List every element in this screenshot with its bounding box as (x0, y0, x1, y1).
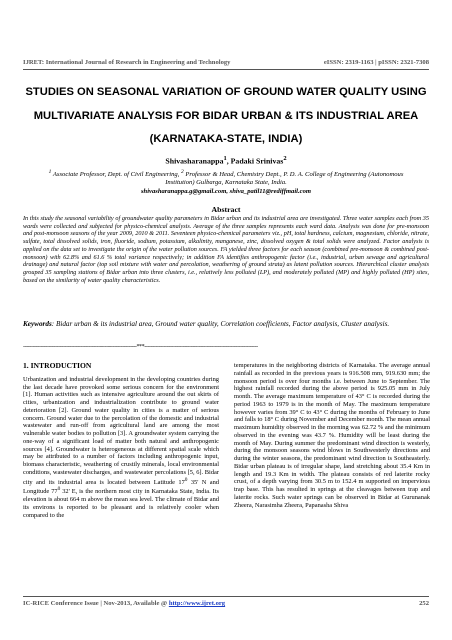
intro-heading: 1. INTRODUCTION (23, 361, 92, 370)
section-separator: -----------------------------------------------------------------------***----------------------------------------------------------------------- (23, 344, 258, 350)
keywords-label: Keywords (23, 320, 52, 328)
intro-text-2: 35' N and Longitude 77 (23, 478, 219, 496)
author-2: Padaki Srinivas (230, 156, 284, 166)
paper-title: STUDIES ON SEASONAL VARIATION OF GROUND WATER QUALITY USING MULTIVARIATE ANALYSIS FOR BIDAR URBAN & ITS INDUSTRIAL AREA (KARNATAKA-STATE, INDIA) (25, 86, 427, 145)
left-column (23, 362, 219, 520)
keywords-text: : Bidar urban & its industrial area, Ground water quality, Correlation coefficients, Factor analysis, Cluster analysis. (51, 320, 390, 328)
header-rule (23, 69, 429, 70)
author-separator: , (226, 156, 231, 166)
affiliation (35, 168, 417, 196)
intro-text-1: Urbanization and industrial development in the developing countries during the last decade have provoked some serious concern for the environment [1]. Human activities such as intensive agriculture around the out skirts of cities, urbanization and industrialization contribute to ground water deterioration [2]. Ground water quality in cities is a matter of serious concern. Ground water due to the percolation of the domestic and industrial wastewater and run-off from agricultural land are among the most vulnerable water bodies to pollution [3]. A groundwater system carrying the one-way of a significant load of matter both natural and anthropogenic sources [4]. Groundwater is heterogeneous at different spatial scale which may be attributed to a number of factors including anthropogenic input, biomass characteristic, weathering of crustily minerals, local environmental conditions, wastewater discharges, and wastewater percolations [5, 6]. Bidar city and its industrial area is located between Latitude 17 (23, 375, 219, 486)
affil-sup-1: 1 (48, 169, 52, 175)
authors (23, 155, 429, 166)
page-footer (23, 596, 429, 610)
author-1: Shivasharanappa (165, 156, 224, 166)
footer-rule (23, 596, 429, 597)
degree-sup-2: 0 (57, 486, 61, 493)
intro-paragraph-right: temperatures in the neighboring districts of Karnataka. The average annual rainfall as recorded in the previous years is 916.508 mm, 919.630 mm; the monsoon period is over four months i.e. between June to September. The highest rainfall recorded during the above period is 925.05 mm in July month. The average maximum temperature of 43° C is recorded during the period 1963 to 1979 is in the month of May. The maximum temperature however varies from 39° C to 43° C during the months of February to June and falls to 18° C during November and December month. The mean annual maximum humidity observed in the morning was 62.72 % and the minimum observed in the evening was 43.7 %. Humidity will be least during the month of May. During summer the predominant wind direction is westerly, during the monsoon seasons wind blows in Southwesterly directions and during the winter seasons, the predominant wind direction is Southeasterly. Bidar urban plateau is of irregular shape, land stretching about 35.4 Km in length and 19.3 Km in width. The plateau consists of red laterite rocky crust, of a depth varying from 30.5 m to 152.4 m supported on impervious trap base. This has resulted in springs at the cleavages between trap and laterite rocks. Such water springs can be observed in Bidar at Gurunanak Zheera, Narasimha Zheera, Papanasha Shiva (234, 362, 430, 509)
page-number: 252 (419, 600, 429, 607)
footer-conf-text: IC-RICE Conference Issue | Nov-2013, Available @ (23, 600, 169, 607)
journal-name: IJRET: International Journal of Research in Engineering and Technology (23, 59, 231, 66)
author-emails: shivasharanappa.g@gmail.com, shiva_patil11@rediffmail.com (140, 187, 312, 195)
degree-sup-1: 0 (184, 476, 188, 483)
right-column (234, 362, 430, 509)
affil-line-1: Associate Professor, Dept. of Civil Engineering, (51, 171, 181, 179)
affil-line-2: Professor & Head, Chemistry Dept., P. D. A. College of Engineering (Autonomous Institution) Gulbarga, Karnataka State, India. (165, 171, 404, 187)
abstract-text: In this study the seasonal variability of groundwater quality parameters in Bidar urban and its industrial area are investigated. Three water samples each from 35 wards were collected and subjected for physico-chemical analysis. Average of the three samples represents each ward data. Analysis was done for pre-monsoon and post-monsoon seasons of the year 2009, 2010 & 2011. Seventeen physico-chemical parameters viz., pH, total hardness, calcium, magnesium, chloride, nitrate, sulfate, total dissolved solids, iron, fluoride, sodium, potassium, alkalinity, manganese, zinc, dissolved oxygen & total solids were analyzed. Factor analysis is applied on the data set to investigate the origin of the water pollution sources. FA yielded three factors for each season (combined pre-monsoon & combined post-monsoon) with 62.8% and 61.6 % total variance respectively; in addition FA identifies anthropogenic factor (i.e., industrial, urban sewage and agricultural drainage) and natural factor (top soil mixture with water and percolation, weathering of ground strata) as latent pollution sources. Hierarchical cluster analysis grouped 35 sampling stations of Bidar urban into three clusters, i.e., relatively less polluted (LP), and moderately polluted (MP) and highly polluted (HP) sites, based on the similarity of water quality characteristics. (23, 215, 429, 284)
abstract-heading: Abstract (211, 205, 241, 214)
affil-sup-2: 2 (181, 169, 184, 175)
author-2-sup: 2 (283, 155, 287, 162)
intro-text-3: 32' E, is the northern most city in Karnataka State, India. Its elevation is about 664 m above the mean sea level. The climate of Bidar and its environs is reported to be pleasant and is relatively cooler when compared to the (23, 488, 220, 519)
intro-paragraph-left (23, 376, 219, 520)
issn: eISSN: 2319-1163 | pISSN: 2321-7308 (323, 59, 429, 66)
footer-conference (23, 600, 225, 607)
keywords (23, 317, 429, 331)
author-1-sup: 1 (223, 155, 227, 162)
footer-url-link[interactable]: http://www.ijret.org (168, 600, 226, 607)
journal-header (23, 55, 429, 71)
